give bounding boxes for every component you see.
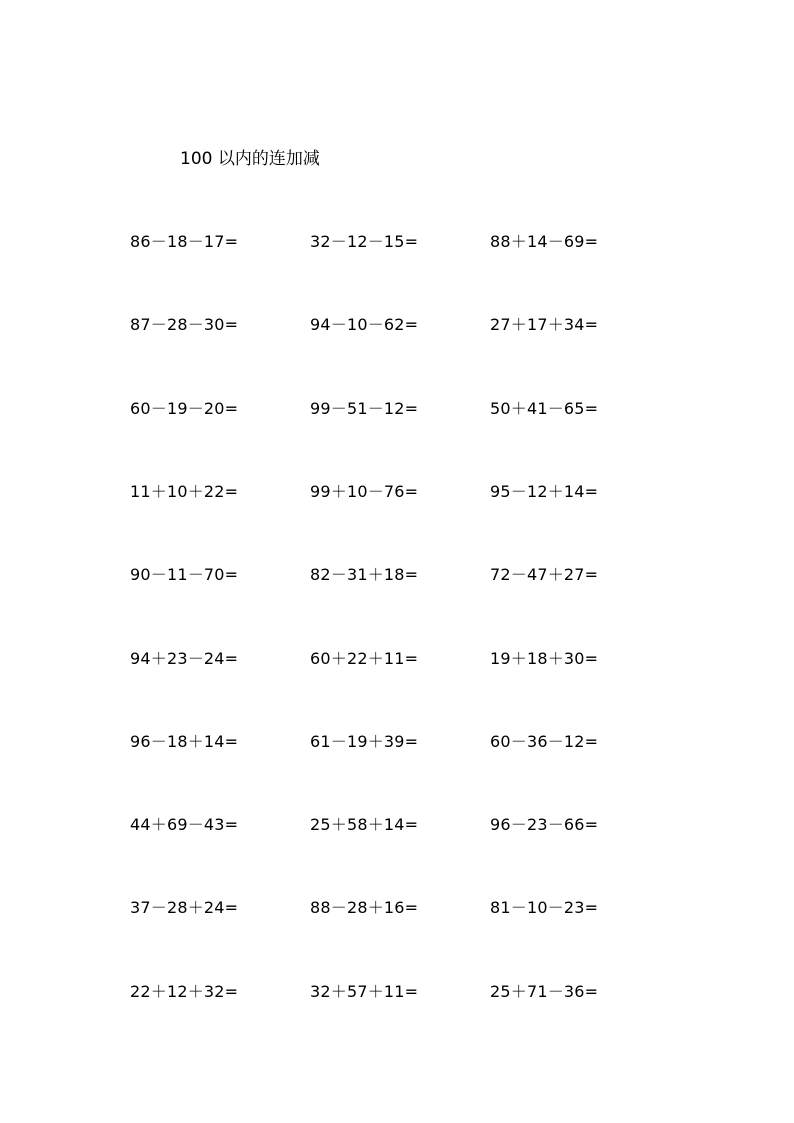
math-problem: 99－51－12= — [310, 399, 419, 418]
math-problem: 37－28＋24= — [130, 898, 239, 917]
math-problem: 44＋69－43= — [130, 815, 239, 834]
math-problem: 22＋12＋32= — [130, 982, 239, 1001]
math-problem: 19＋18＋30= — [490, 649, 599, 668]
math-problem: 61－19＋39= — [310, 732, 419, 751]
math-problem: 27＋17＋34= — [490, 315, 599, 334]
math-problem: 99＋10－76= — [310, 482, 419, 501]
math-problem: 82－31＋18= — [310, 565, 419, 584]
math-problem: 94－10－62= — [310, 315, 419, 334]
math-problem: 60－19－20= — [130, 399, 239, 418]
math-problem: 60＋22＋11= — [310, 649, 419, 668]
math-problem: 25＋71－36= — [490, 982, 599, 1001]
math-problem: 86－18－17= — [130, 232, 239, 251]
math-problem: 81－10－23= — [490, 898, 599, 917]
math-problem: 88＋14－69= — [490, 232, 599, 251]
math-problem: 60－36－12= — [490, 732, 599, 751]
math-problem: 25＋58＋14= — [310, 815, 419, 834]
math-problem: 88－28＋16= — [310, 898, 419, 917]
math-problem: 90－11－70= — [130, 565, 239, 584]
math-problem: 32＋57＋11= — [310, 982, 419, 1001]
math-problem: 50＋41－65= — [490, 399, 599, 418]
math-problem: 95－12＋14= — [490, 482, 599, 501]
math-problem: 32－12－15= — [310, 232, 419, 251]
math-problem: 96－18＋14= — [130, 732, 239, 751]
math-problem: 11＋10＋22= — [130, 482, 239, 501]
math-problem: 72－47＋27= — [490, 565, 599, 584]
worksheet-title: 100 以内的连加减 — [180, 149, 320, 169]
math-problem: 96－23－66= — [490, 815, 599, 834]
math-problem: 87－28－30= — [130, 315, 239, 334]
math-problem: 94＋23－24= — [130, 649, 239, 668]
